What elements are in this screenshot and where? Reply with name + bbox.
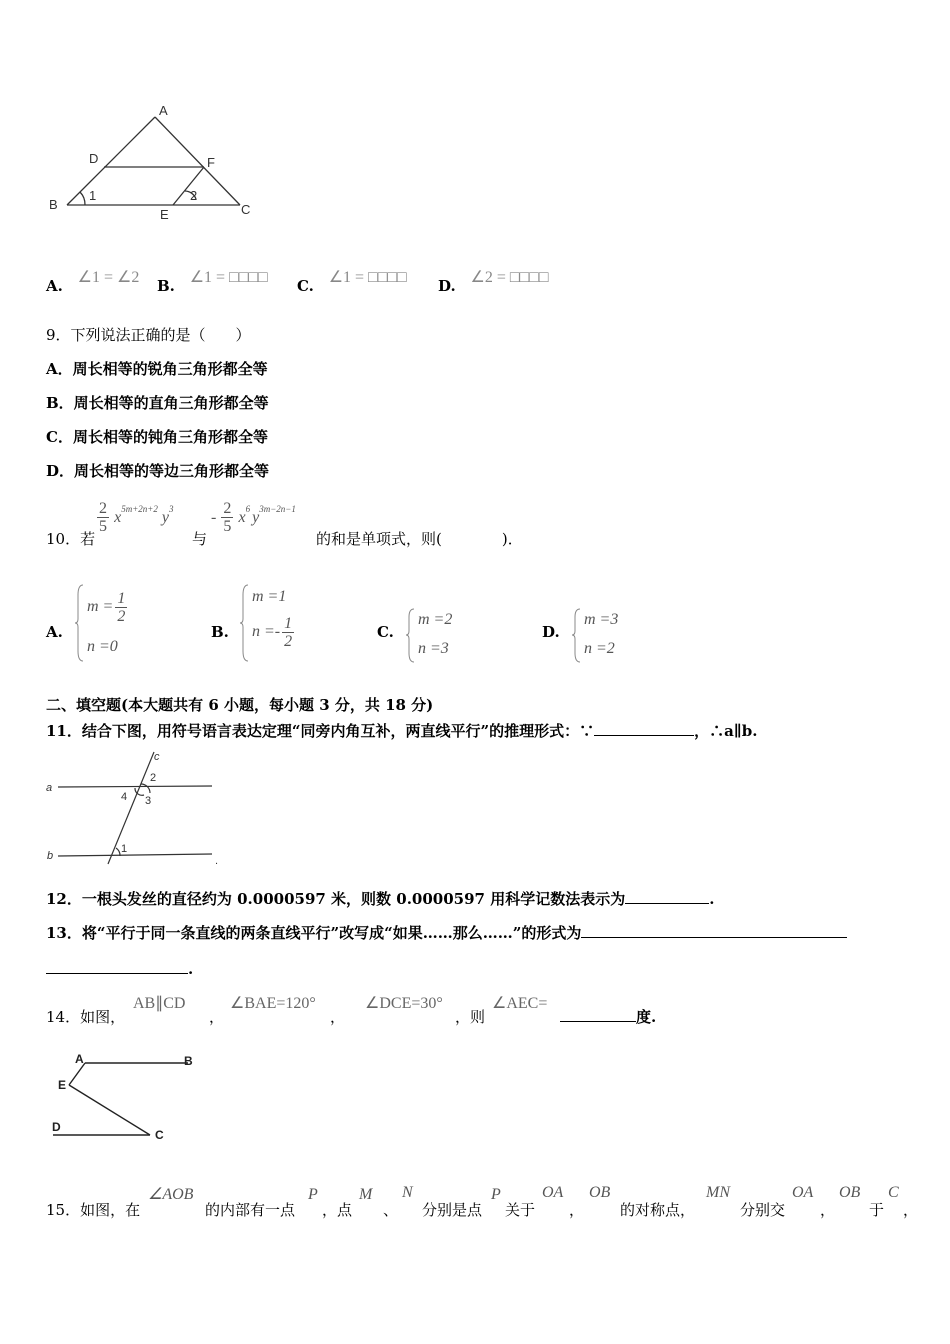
q8-option-d-expr: ∠2 = □□□□ (470, 269, 549, 286)
q10-number: 10．若 (46, 530, 96, 548)
q11-end: ，∴a∥b. (694, 722, 758, 740)
q15-text-2: ，点 (322, 1201, 353, 1219)
q10-y1-exp: 3 (168, 503, 174, 514)
q10-b-n-den: 2 (284, 633, 293, 650)
q8-option-c (297, 269, 407, 296)
q10-option-d-label: D. (542, 623, 560, 641)
q10-option-d-n: n =2 (584, 640, 615, 657)
q10-tail: 的和是单项式，则( )． (316, 530, 523, 548)
q11-answer-blank[interactable] (594, 735, 694, 736)
q8-option-a-expr: ∠1 = ∠2 (77, 269, 140, 286)
q8-option-b-expr: ∠1 = □□□□ (189, 269, 268, 286)
q10-option-b-m: m =1 (252, 588, 287, 605)
q14-expr-ab-cd: AB∥CD (133, 995, 186, 1012)
q12-end: . (709, 890, 715, 908)
q13-continuation (46, 960, 193, 978)
q15-text-3: 分别是点 (422, 1201, 483, 1219)
angle-2-label: 2 (150, 772, 157, 784)
q15-point-m: M (359, 1186, 373, 1203)
q10-f2-num: 2 (223, 500, 232, 517)
q10-y2: y (252, 509, 260, 526)
label-C: C (241, 202, 251, 217)
q10-y1: y (161, 509, 169, 526)
q13-answer-blank-line1[interactable] (581, 937, 847, 938)
q14-expr-dce: ∠DCE=30° (365, 995, 443, 1012)
parallel-lines-figure-q11 (40, 748, 230, 868)
q15-point-p: P (308, 1186, 318, 1203)
point-E: E (58, 1078, 67, 1092)
q15-text-7: 于 (869, 1201, 885, 1219)
q15-ray-ob: OB (589, 1184, 611, 1201)
q15-ray-ob-2: OB (839, 1184, 861, 1201)
q10-option-c-label: C. (377, 623, 394, 641)
q10-option-d-m: m =3 (584, 611, 619, 628)
label-A: A (159, 103, 168, 118)
q10-x1-exp: 5m+2n+2 (121, 503, 158, 514)
q8-option-d-label: D. (438, 277, 456, 295)
q10-b-n-text: n =- (252, 623, 281, 641)
q14-comma-2: ， (330, 1008, 346, 1026)
q12-text (46, 888, 714, 909)
q10-option-a-m (87, 590, 127, 625)
q10-option-c-n: n =3 (418, 640, 449, 657)
q8-option-b-label: B. (157, 277, 175, 295)
q10-brace-c (406, 607, 416, 664)
q8-option-b (157, 269, 268, 296)
point-A: A (75, 1052, 84, 1066)
q14-comma-1: ， (209, 1008, 225, 1026)
q14-answer-blank[interactable] (560, 1021, 636, 1022)
q15-ray-oa: OA (542, 1184, 564, 1201)
q10-f2-den: 5 (223, 518, 232, 535)
label-B: B (49, 197, 58, 212)
q10-minus: - (211, 509, 217, 526)
q10-a-m-num: 1 (117, 590, 126, 607)
q10-x2: x (238, 509, 246, 526)
q10-fraction-1 (97, 500, 109, 535)
q10-option-c-m: m =2 (418, 611, 453, 628)
q14-number: 14．如图， (46, 1008, 126, 1026)
q10-a-m-den: 2 (117, 608, 126, 625)
q11-stem: 11．结合下图，用符号语言表达定理“同旁内角互补，两直线平行”的推理形式：∵ (46, 722, 595, 740)
point-D: D (52, 1120, 61, 1134)
q15-comma: ， (569, 1201, 585, 1219)
q14-expr-aec: ∠AEC= (492, 995, 548, 1012)
q8-option-a-label: A. (46, 277, 63, 295)
q15-comma-2: ， (820, 1201, 836, 1219)
point-C: C (155, 1128, 164, 1142)
q14-then: ，则 (455, 1008, 486, 1026)
q15-end: ， (903, 1201, 919, 1219)
q10-term1 (97, 500, 173, 535)
q8-option-c-label: C. (297, 277, 314, 295)
q9-option-a: A．周长相等的锐角三角形都全等 (46, 360, 268, 378)
q14-end: 度. (636, 1008, 657, 1026)
q15-segment-mn: MN (706, 1184, 730, 1201)
q10-fraction-2 (221, 500, 233, 535)
q10-x2-exp: 6 (245, 503, 251, 514)
q13-end: . (188, 960, 194, 978)
q15-text-4: 关于 (505, 1201, 536, 1219)
q10-brace-d (572, 607, 582, 664)
q10-a-m-text: m = (87, 598, 114, 616)
q10-option-b-label: B. (211, 623, 229, 641)
q10-f1-den: 5 (99, 518, 107, 535)
q10-y2-exp: 3m−2n−1 (259, 503, 296, 514)
q15-separator: 、 (383, 1201, 399, 1219)
line-b-label: b (47, 850, 54, 862)
q10-option-a-n: n =0 (87, 638, 118, 655)
q10-x1: x (114, 509, 122, 526)
q9-option-b: B．周长相等的直角三角形都全等 (46, 394, 269, 412)
line-a-label: a (46, 782, 53, 794)
q8-options (46, 269, 140, 296)
angle-2: 2 (190, 188, 198, 203)
q13-stem: 13．将“平行于同一条直线的两条直线平行”改写成“如果……那么……”的形式为 (46, 924, 582, 942)
zigzag-figure-q14 (45, 1045, 193, 1145)
q15-point-c: C (888, 1184, 899, 1201)
q13-answer-blank-line2[interactable] (46, 973, 188, 974)
q15-number: 15．如图，在 (46, 1201, 141, 1219)
q13-text (46, 922, 847, 943)
q15-text-6: 分别交 (740, 1201, 786, 1219)
q10-term2 (211, 500, 296, 535)
q10-brace-b (240, 583, 250, 663)
figure-dot: . (215, 855, 219, 867)
q12-stem: 12．一根头发丝的直径约为 0.0000597 米，则数 0.0000597 用科学记数法表示为 (46, 890, 626, 908)
q8-option-c-expr: ∠1 = □□□□ (328, 269, 407, 286)
point-B: B (184, 1054, 193, 1068)
angle-4-label: 4 (121, 791, 128, 803)
q15-text-5: 的对称点， (620, 1201, 696, 1219)
q15-angle-aob: ∠AOB (148, 1186, 194, 1203)
q9-option-d: D．周长相等的等边三角形都全等 (46, 462, 270, 480)
q10-f1-num: 2 (99, 500, 107, 517)
q10-brace-a (75, 583, 85, 663)
q14-expr-bae: ∠BAE=120° (230, 995, 316, 1012)
q10-option-a-label: A. (46, 623, 63, 641)
q15-ray-oa-2: OA (792, 1184, 814, 1201)
q14-answer (560, 1006, 656, 1027)
q15-text-1: 的内部有一点 (205, 1201, 296, 1219)
label-E: E (160, 207, 169, 222)
q10-option-b-n (252, 615, 294, 650)
triangle-figure-q8 (40, 95, 270, 230)
q15-point-p-2: P (491, 1186, 501, 1203)
label-F: F (207, 155, 215, 170)
angle-1: 1 (89, 188, 97, 203)
line-c-label: c (154, 751, 160, 763)
q12-answer-blank[interactable] (625, 903, 709, 904)
q10-with: 与 (192, 530, 208, 548)
label-D: D (89, 151, 99, 166)
q15-point-n: N (402, 1184, 413, 1201)
section-2-heading: 二、填空题(本大题共有 6 小题，每小题 3 分，共 18 分) (46, 696, 434, 714)
q8-option-d (438, 269, 549, 296)
q9-stem: 9．下列说法正确的是（ ） (46, 326, 251, 344)
q9-option-c: C．周长相等的钝角三角形都全等 (46, 428, 268, 446)
angle-1-label: 1 (121, 843, 128, 855)
q10-b-n-num: 1 (284, 615, 293, 632)
q11-text (46, 720, 758, 741)
angle-3-label: 3 (145, 795, 152, 807)
